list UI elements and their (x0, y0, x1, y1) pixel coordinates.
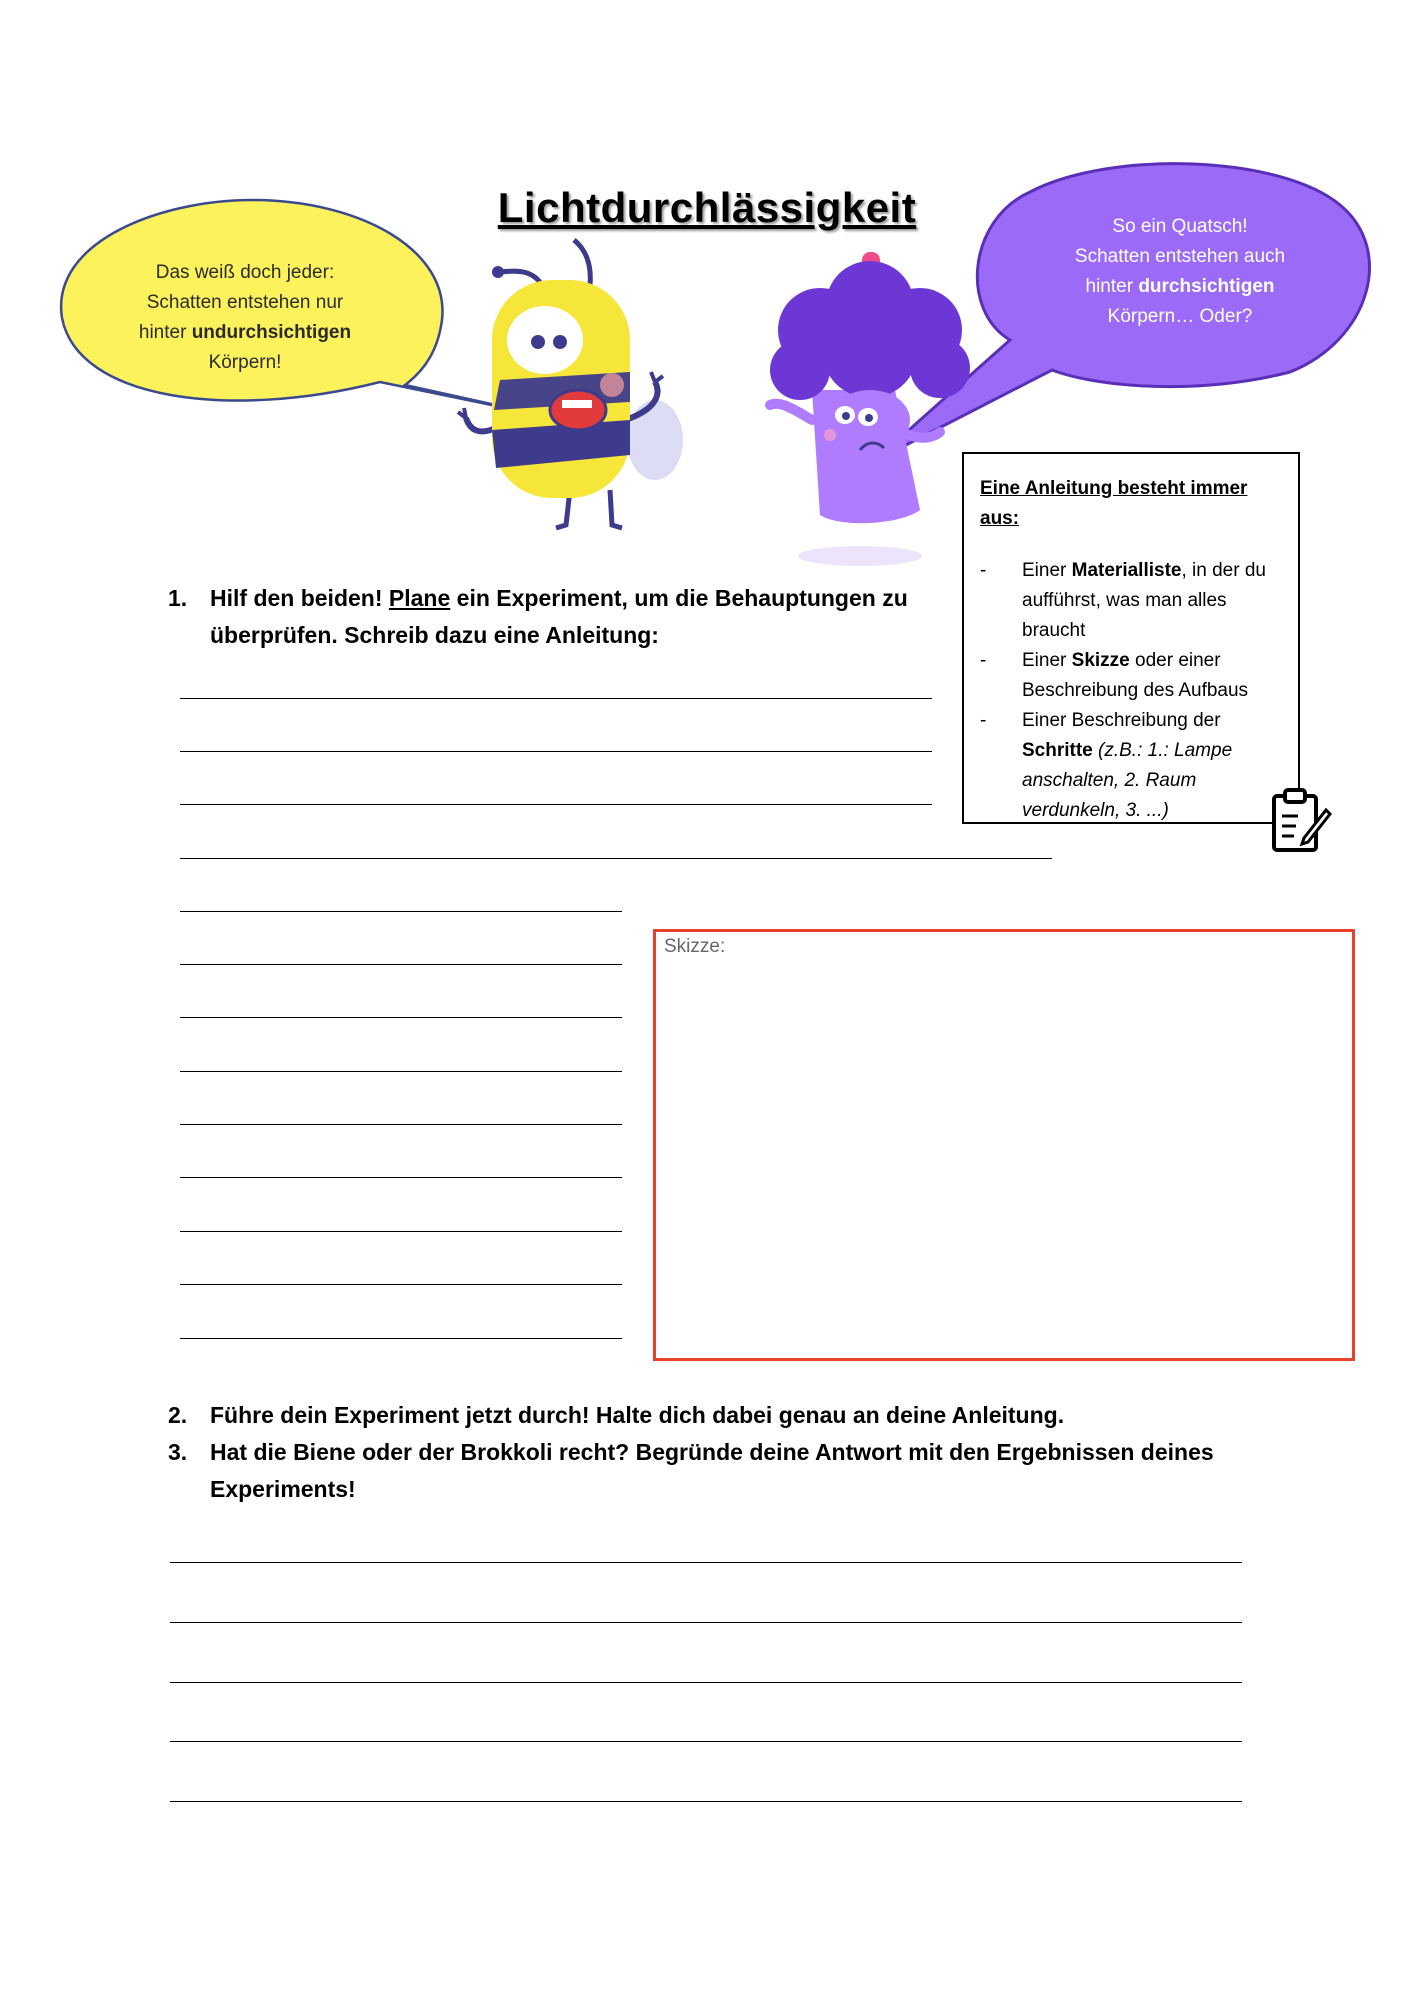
infobox-heading: Eine Anleitung besteht immer aus: (980, 478, 1248, 529)
bee-character (458, 240, 683, 528)
answer-line[interactable] (170, 1741, 1242, 1742)
answer-line[interactable] (170, 1562, 1242, 1563)
bee-line-4: Körpern! (208, 352, 282, 373)
instruction-infobox (962, 452, 1300, 824)
clipboard-pen-icon (1268, 786, 1332, 856)
answer-line[interactable] (180, 911, 622, 912)
sketch-box[interactable] (653, 929, 1355, 1361)
answer-line[interactable] (180, 1071, 622, 1072)
answer-line[interactable] (170, 1682, 1242, 1683)
broccoli-line-3: hinter durchsichtigen (1085, 276, 1275, 297)
task-3-number: 3. (168, 1439, 188, 1465)
answer-line[interactable] (180, 1124, 622, 1125)
answer-line[interactable] (180, 858, 1052, 859)
answer-line[interactable] (180, 1177, 622, 1178)
answer-line[interactable] (180, 964, 622, 965)
answer-line[interactable] (180, 804, 932, 805)
task-1-text: Hilf den beiden! Plane ein Experiment, um die Behauptungen zu überprüfen. Schreib dazu eine Anleitung: (210, 585, 908, 648)
answer-line[interactable] (180, 751, 932, 752)
answer-line[interactable] (180, 1231, 622, 1232)
bee-keyword: undurchsichtigen (191, 322, 352, 343)
task-2-number: 2. (168, 1402, 188, 1428)
task-3 (168, 1434, 1268, 1514)
task-3-text: Hat die Biene oder der Brokkoli recht? Begründe deine Antwort mit den Ergebnissen deines Experiments! (210, 1439, 1214, 1502)
broccoli-keyword: durchsichtigen (1138, 276, 1275, 297)
task-2 (168, 1397, 1268, 1437)
answer-line[interactable] (180, 1338, 622, 1339)
broccoli-line-4: Körpern… Oder? (1107, 306, 1253, 327)
answer-line[interactable] (180, 698, 932, 699)
bee-line-2: Schatten entstehen nur (146, 292, 344, 313)
infobox-item-materials: - Einer Materialliste, in der du aufführst, was man alles braucht (980, 560, 1266, 641)
infobox-item-sketch: - Einer Skizze oder einer Beschreibung des Aufbaus (980, 650, 1249, 701)
infobox-item-steps: - Einer Beschreibung der Schritte (z.B.: 1.: Lampe anschalten, 2. Raum verdunkeln, 3. ...) (980, 710, 1233, 821)
answer-line[interactable] (170, 1622, 1242, 1623)
task-1-number: 1. (168, 585, 188, 611)
answer-line[interactable] (170, 1801, 1242, 1802)
bee-speech-text (120, 258, 370, 378)
broccoli-line-1: So ein Quatsch! (1112, 216, 1248, 237)
task-2-text: Führe dein Experiment jetzt durch! Halte dich dabei genau an deine Anleitung. (210, 1402, 1065, 1428)
task-1 (168, 580, 928, 660)
bee-line-1: Das weiß doch jeder: (155, 262, 335, 283)
page-title: Lichtdurchlässigkeit (497, 184, 917, 231)
answer-line[interactable] (180, 1017, 622, 1018)
sketch-label: Skizze: (664, 936, 726, 957)
bee-line-3: hinter undurchsichtigen (138, 322, 352, 343)
broccoli-line-2: Schatten entstehen auch (1074, 246, 1286, 267)
broccoli-speech-text (1030, 212, 1330, 332)
answer-line[interactable] (180, 1284, 622, 1285)
